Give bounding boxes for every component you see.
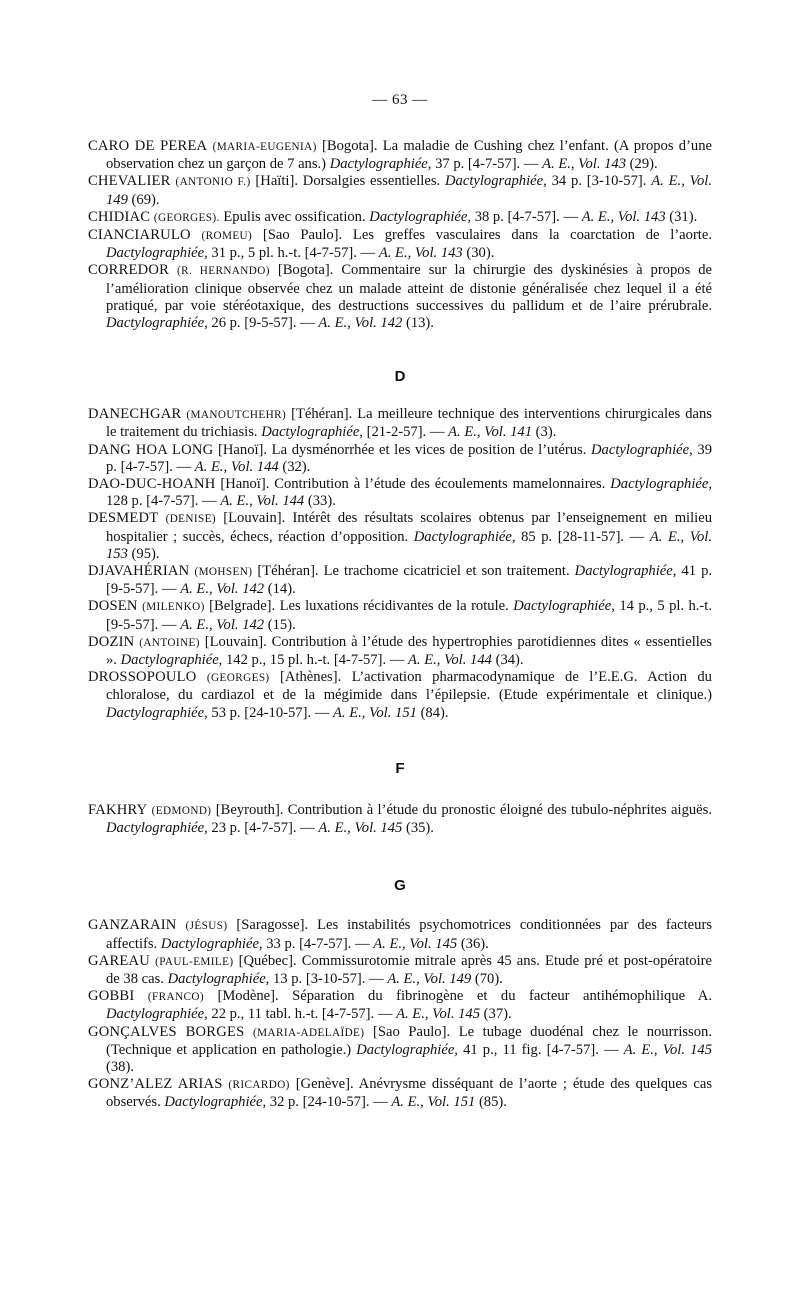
author-surname: GONZ’ALEZ ARIAS (88, 1076, 223, 1093)
entry-number: (30). (466, 245, 495, 262)
entry-pages-date: 13 p. [3-10-57]. — (273, 970, 384, 987)
author-given-name: (MILENKO) (142, 601, 205, 614)
author-surname: DANG HOA LONG (88, 441, 214, 458)
entry-volume: A. E., Vol. 151 (391, 1094, 476, 1111)
entry-volume: A. E., Vol. 143 (378, 245, 463, 262)
author-given-name: (GEORGES) (206, 672, 270, 685)
author-surname: DANECHGAR (88, 406, 182, 423)
entry-pages-date: 22 p., 11 tabl. h.-t. [4-7-57]. — (211, 1006, 393, 1023)
entry-title: [Hanoï]. La dysménorrhée et les vices de position de l’utérus. (218, 441, 587, 458)
section-letter: F (395, 759, 405, 777)
entry-format: Dactylographiée, (591, 441, 693, 458)
entry-volume: A. E., Vol. 145 (396, 1006, 480, 1023)
entry-number: (31). (669, 208, 698, 225)
entry-pages-date: [21-2-57]. — (366, 424, 445, 441)
entry-title: [Athènes]. L’activation pharmacodynamique de l’E.E.G. Action du chloralose, du cardiazol et de la mégimide dans l’épilepsie. (Etude expérimentale et clinique.) (106, 669, 712, 704)
author-surname: GONÇALVES BORGES (88, 1023, 245, 1040)
entry-number: (3). (535, 424, 557, 441)
entry-number: (95). (131, 545, 160, 562)
entry-title: [Sao Paulo]. Le tubage duodénal chez le nourrisson. (Technique et application en pathologie.) (106, 1023, 712, 1058)
bibliography-entry (88, 406, 712, 441)
bibliography-entry (88, 227, 712, 262)
entry-number: (29). (629, 156, 658, 173)
entry-title: [Bogota]. Commentaire sur la chirurgie des dyskinésies à propos de l’amélioration clinique observée chez un malade atteint de distonie généralisée chez lequel il a été pratiqué, par voie stéréotaxique, des destructions successives du pallidum et de l’aire prérubrale. (106, 262, 712, 314)
entry-number: (70). (474, 970, 503, 987)
author-given-name: (GEORGES). (153, 211, 220, 224)
author-surname: GANZARAIN (88, 917, 177, 934)
entry-volume: A. E., Vol. 142 (318, 315, 403, 332)
author-surname: DOZIN (88, 633, 135, 650)
bibliography-entry (88, 634, 712, 669)
entry-pages-date: 26 p. [9-5-57]. — (211, 315, 315, 332)
entry-pages-date: 23 p. [4-7-57]. — (211, 820, 315, 837)
author-given-name: (MOHSEN) (194, 566, 253, 579)
entry-format: Dactylographiée, (106, 704, 208, 721)
bibliography-entry (88, 173, 712, 208)
entry-format: Dactylographiée, (261, 424, 363, 441)
entry-number: (85). (478, 1094, 507, 1111)
entry-number: (13). (405, 315, 434, 332)
entry-volume: A. E., Vol. 143 (542, 156, 627, 173)
author-surname: DESMEDT (88, 510, 159, 527)
bibliography-entry (88, 563, 712, 598)
section-letter: D (394, 368, 406, 386)
entry-pages-date: 39 p. [4-7-57]. — (106, 441, 712, 475)
entry-title: [Hanoï]. Contribution à l’étude des écoulements mamelonnaires. (220, 476, 606, 493)
entry-format: Dactylographiée, (610, 476, 712, 493)
bibliography-entry (88, 1076, 712, 1111)
entry-title: [Modène]. Séparation du fibrinogène et du facteur antihémophilique A. (217, 988, 712, 1005)
entry-title: [Haïti]. Dorsalgies essentielles. (255, 173, 441, 190)
author-given-name: (ROMEU) (201, 230, 253, 243)
entry-volume: A. E., Vol. 144 (408, 652, 492, 669)
entry-volume: A. E., Vol. 141 (448, 424, 533, 441)
author-given-name: (RICARDO) (228, 1079, 290, 1092)
entry-title: Epulis avec ossification. (223, 208, 366, 225)
author-surname: DOSEN (88, 598, 138, 615)
entry-format: Dactylographiée, (369, 208, 472, 225)
entry-pages-date: 41 p., 11 fig. [4-7-57]. — (463, 1041, 619, 1058)
entry-format: Dactylographiée, (413, 528, 516, 545)
entry-volume: A. E., Vol. 142 (180, 581, 265, 598)
entry-format: Dactylographiée, (106, 820, 208, 837)
entry-number: (69). (131, 191, 160, 208)
entry-format: Dactylographiée, (160, 935, 263, 952)
entry-title: [Genève]. Anévrysme disséquant de l’aorte ; étude des quelques cas observés. (106, 1076, 712, 1111)
bibliography-entry (88, 442, 712, 476)
entry-format: Dactylographiée, (329, 156, 432, 173)
bibliography-list (88, 138, 712, 1112)
author-given-name: (ANTONIO F.) (175, 176, 251, 189)
author-given-name: (R. HERNANDO) (177, 265, 270, 278)
entry-volume: A. E., Vol. 145 (373, 935, 458, 952)
entry-volume: A. E., Vol. 144 (220, 493, 305, 510)
author-given-name: (DENISE) (165, 513, 217, 526)
entry-volume: A. E., Vol. 142 (180, 616, 265, 633)
entry-number: (32). (282, 458, 311, 475)
entry-format: Dactylographiée, (445, 173, 547, 190)
entry-title: [Sao Paulo]. Les greffes vasculaires dans la coarctation de l’aorte. (262, 227, 712, 244)
entry-pages-date: 53 p. [24-10-57]. — (211, 704, 330, 721)
entry-pages-date: 142 p., 15 pl. h.-t. [4-7-57]. — (226, 652, 405, 669)
entry-title: [Beyrouth]. Contribution à l’étude du pronostic éloigné des tubulo-néphrites aiguës. (215, 801, 712, 818)
entry-volume: A. E., Vol. 144 (194, 458, 279, 475)
entry-pages-date: 41 p. [9-5-57]. — (106, 563, 713, 598)
author-given-name: (MANOUTCHEHR) (186, 409, 287, 422)
entry-pages-date: 33 p. [4-7-57]. — (266, 935, 370, 952)
author-surname: CIANCIARULO (88, 227, 191, 244)
author-given-name: (FRANCO) (147, 991, 204, 1004)
author-surname: DAO-DUC-HOANH (88, 476, 216, 493)
author-surname: CORREDOR (88, 262, 170, 279)
entry-volume: A. E., Vol. 149 (387, 970, 472, 987)
author-surname: DJAVAHÉRIAN (88, 563, 190, 580)
entry-format: Dactylographiée, (513, 598, 615, 615)
author-given-name: (ANTOINE) (139, 636, 200, 649)
entry-title: [Téhéran]. La meilleure technique des interventions chirurgicales dans le traitement du trichiasis. (106, 406, 712, 441)
entry-number: (36). (460, 935, 489, 952)
bibliography-entry (88, 988, 712, 1023)
entry-title: [Saragosse]. Les instabilités psychomotrices conditionnées par des facteurs affectifs. (106, 917, 712, 952)
entry-title: [Québec]. Commissurotomie mitrale après 45 ans. Etude pré et post-opératoire de 38 cas. (106, 952, 712, 987)
bibliography-entry (88, 510, 712, 563)
entry-number: (84). (420, 704, 449, 721)
entry-pages-date: 85 p. [28-11-57]. — (521, 528, 645, 545)
entry-format: Dactylographiée, (120, 652, 223, 669)
entry-format: Dactylographiée, (167, 970, 270, 987)
author-surname: CARO DE PEREA (88, 138, 208, 154)
author-surname: DROSSOPOULO (88, 669, 197, 686)
entry-volume: A. E., Vol. 151 (333, 704, 417, 721)
entry-title: [Louvain]. Contribution à l’étude des hypertrophies parotidiennes dites « essentielles ». (106, 633, 712, 669)
entry-title: [Belgrade]. Les luxations récidivantes de la rotule. (209, 598, 509, 615)
entry-volume: A. E., Vol. 143 (581, 208, 666, 225)
entry-volume: A. E., Vol. 153 (106, 528, 713, 562)
entry-volume: A. E., Vol. 145 (623, 1041, 712, 1058)
bibliography-entry (88, 598, 712, 633)
entry-volume: A. E., Vol. 149 (106, 173, 712, 208)
bibliography-entry (88, 802, 712, 837)
entry-title: [Téhéran]. Le trachome cicatriciel et son traitement. (257, 563, 570, 580)
entry-format: Dactylographiée, (106, 315, 208, 332)
entry-title: [Bogota]. La maladie de Cushing chez l’enfant. (A propos d’une observation chez un garçon de 7 ans.) (106, 138, 712, 173)
bibliography-entry (88, 953, 712, 988)
author-given-name: (JÉSUS) (185, 920, 228, 933)
bibliography-entry (88, 138, 712, 173)
bibliography-entry (88, 476, 712, 510)
entry-number: (34). (495, 652, 524, 669)
entry-pages-date: 128 p. [4-7-57]. — (106, 493, 217, 510)
entry-number: (33). (307, 493, 336, 510)
author-surname: CHIDIAC (88, 208, 151, 225)
author-given-name: (PAUL-EMILE) (155, 955, 234, 968)
author-surname: FAKHRY (88, 801, 148, 818)
author-given-name: (EDMOND) (151, 804, 212, 817)
entry-number: (37). (483, 1006, 512, 1023)
entry-number: (15). (267, 616, 296, 633)
bibliography-entry (88, 262, 712, 332)
bibliography-entry (88, 209, 712, 227)
author-surname: GAREAU (88, 952, 151, 969)
entry-pages-date: 38 p. [4-7-57]. — (474, 208, 579, 225)
entry-pages-date: 37 p. [4-7-57]. — (435, 156, 539, 173)
author-given-name: (MARIA-EUGENIA) (212, 141, 317, 153)
bibliography-entry (88, 669, 712, 722)
entry-volume: A. E., Vol. 145 (318, 820, 403, 837)
entry-number: (14). (267, 581, 296, 598)
entry-title: [Louvain]. Intérêt des résultats scolaires obtenus par l’enseignement en milieu hospitalier ; succès, échecs, réaction d’opposition. (106, 510, 712, 545)
bibliography-entry (88, 1024, 712, 1077)
author-surname: GOBBI (88, 988, 135, 1005)
entry-number: (35). (405, 820, 434, 837)
entry-format: Dactylographiée, (574, 563, 677, 580)
entry-format: Dactylographiée, (106, 245, 208, 262)
section-letter: G (394, 877, 406, 895)
entry-pages-date: 34 p. [3-10-57]. (551, 173, 647, 190)
entry-pages-date: 32 p. [24-10-57]. — (269, 1094, 388, 1111)
bibliography-entry (88, 917, 712, 952)
entry-format: Dactylographiée, (356, 1041, 458, 1058)
entry-format: Dactylographiée, (106, 1006, 208, 1023)
entry-number: (38). (106, 1058, 134, 1075)
page-number: — 63 — (372, 92, 428, 108)
author-surname: CHEVALIER (88, 173, 171, 190)
entry-pages-date: 31 p., 5 pl. h.-t. [4-7-57]. — (211, 245, 376, 262)
author-given-name: (MARIA-ADELAÏDE) (253, 1026, 365, 1039)
entry-format: Dactylographiée, (164, 1094, 267, 1111)
entry-pages-date: 14 p., 5 pl. h.-t. [9-5-57]. — (106, 598, 712, 633)
